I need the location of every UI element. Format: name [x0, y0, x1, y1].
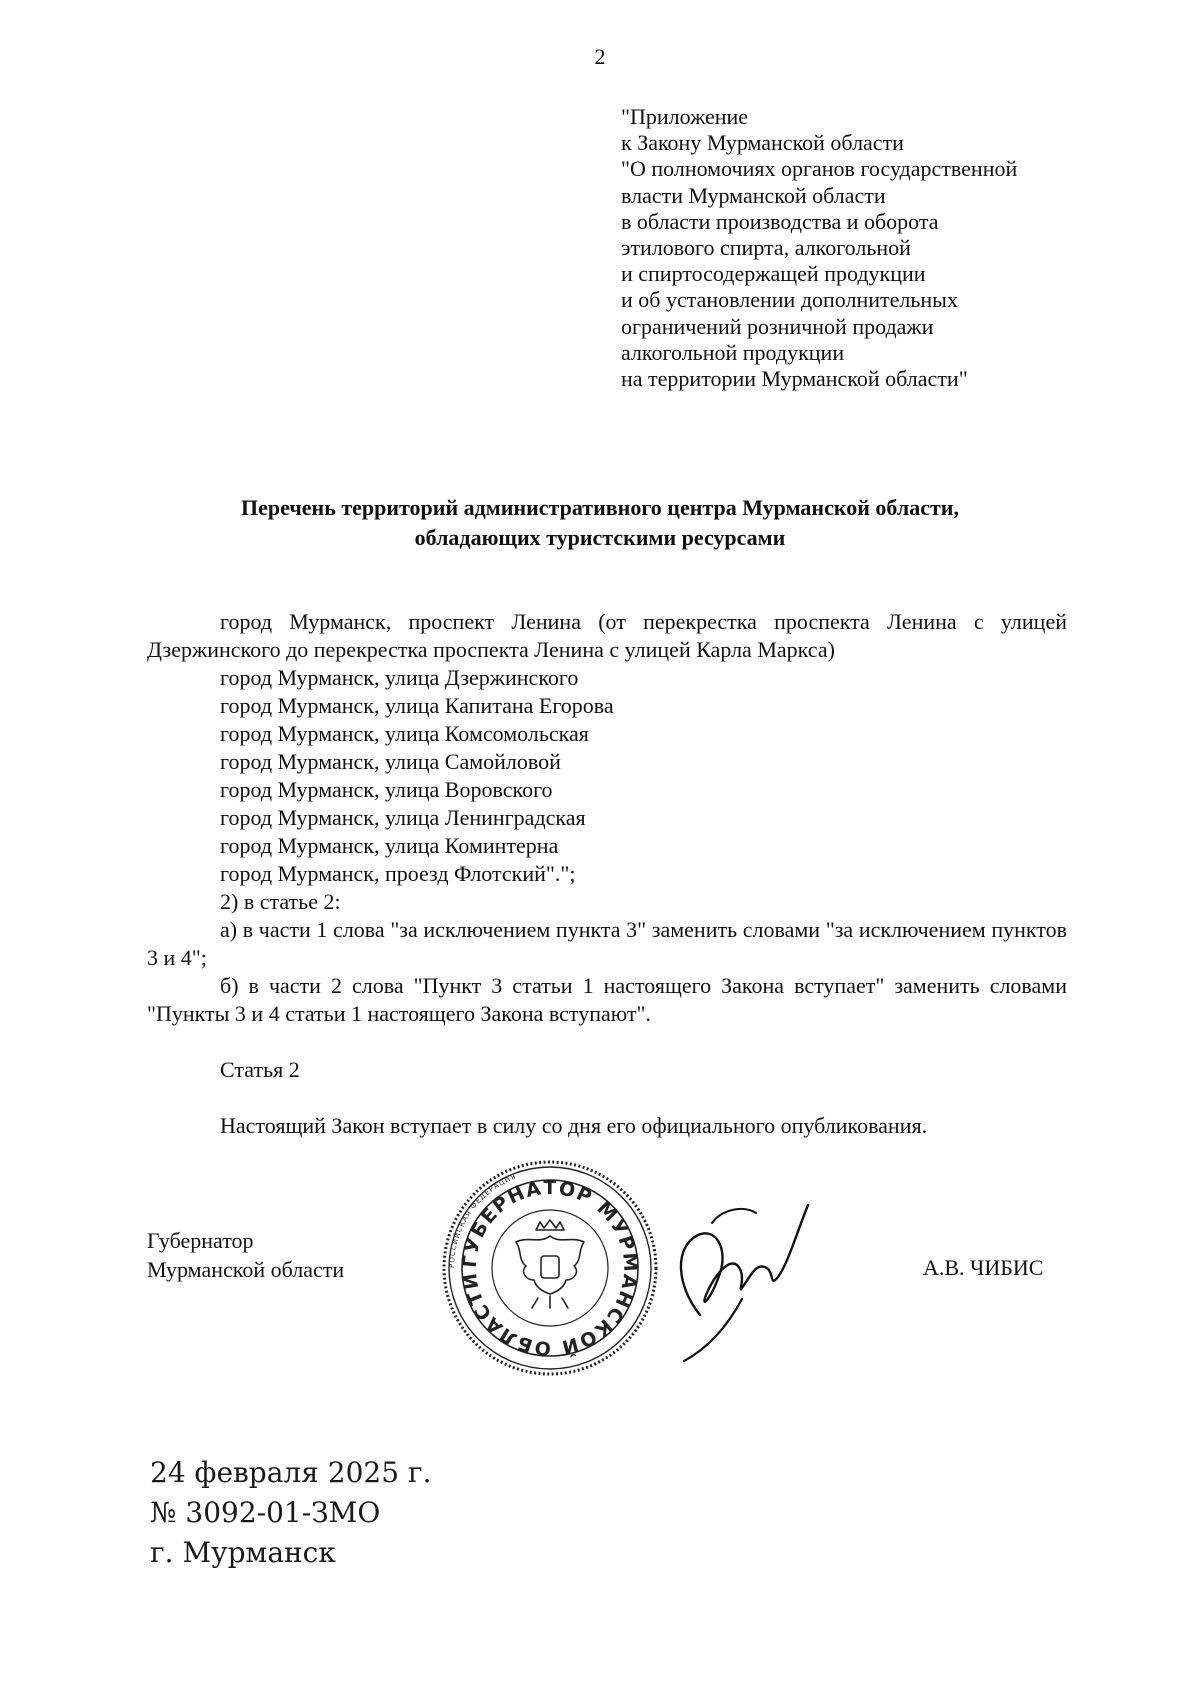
appendix-line: на территории Мурманской области" — [621, 366, 968, 392]
law-number: № 3092-01-ЗМО — [150, 1496, 381, 1529]
appendix-line: этилового спирта, алкогольной — [621, 235, 911, 261]
appendix-line: "О полномочиях органов государственной — [621, 156, 1018, 182]
territory-item: город Мурманск, улица Капитана Егорова — [220, 693, 614, 718]
appendix-line: ограничений розничной продажи — [621, 313, 934, 339]
seal-main-text: ГУБЕРНАТОР МУРМАНСКОЙ ОБЛАСТИ — [458, 1176, 642, 1360]
law-date: 24 февраля 2025 г. — [150, 1456, 432, 1489]
document-body — [147, 608, 1067, 1140]
svg-text:РОССИЙСКАЯ ФЕДЕРАЦИЯ — [448, 1172, 518, 1268]
governor-title-line-2: Мурманской области — [147, 1257, 345, 1282]
appendix-line: и об установлении дополнительных — [621, 287, 958, 313]
law-city: г. Мурманск — [150, 1536, 336, 1569]
appendix-header — [621, 104, 1017, 392]
territory-item: город Мурманск, проезд Флотский"."; — [220, 861, 576, 886]
territory-item: город Мурманск, улица Комсомольская — [220, 721, 589, 746]
territory-item: город Мурманск, улица Ленинградская — [220, 805, 586, 830]
appendix-line: к Закону Мурманской области — [621, 130, 904, 156]
appendix-line: власти Мурманской области — [621, 182, 886, 208]
registration-stamp — [150, 1453, 431, 1573]
governor-name: А.В. ЧИБИС — [923, 1255, 1044, 1280]
appendix-line: в области производства и оборота — [621, 208, 939, 234]
territory-item: город Мурманск, улица Воровского — [220, 777, 553, 802]
territory-item: город Мурманск, проспект Ленина (от перекрестка проспекта Ленина с улицей Дзержинского до перекрестка проспекта Ленина с улицей Карла Маркса) — [147, 609, 1067, 662]
svg-text:ГУБЕРНАТОР МУРМАНСКОЙ ОБЛАСТИ — [459, 1177, 642, 1359]
territory-item: город Мурманск, улица Коминтерна — [220, 833, 559, 858]
territory-item: город Мурманск, улица Самойловой — [220, 749, 561, 774]
list-title-line-2: обладающих туристскими ресурсами — [414, 525, 786, 550]
appendix-line: и спиртосодержащей продукции — [621, 261, 926, 287]
official-seal-icon — [440, 1158, 660, 1378]
appendix-line: "Приложение — [621, 104, 749, 129]
governor-title-line-1: Губернатор — [147, 1228, 254, 1253]
territory-item: город Мурманск, улица Дзержинского — [220, 665, 579, 690]
article-text: Настоящий Закон вступает в силу со дня его официального опубликования. — [220, 1113, 928, 1138]
seal-outer-text: РОССИЙСКАЯ ФЕДЕРАЦИЯ — [447, 1172, 518, 1269]
amendment-paragraph: 2) в статье 2: — [220, 889, 341, 914]
governor-title — [147, 1226, 344, 1284]
list-title-line-1: Перечень территорий административного центра Мурманской области, — [241, 495, 959, 520]
spacer — [147, 1084, 1067, 1112]
appendix-line: алкогольной продукции — [621, 339, 845, 365]
amendment-paragraph: а) в части 1 слова "за исключением пункта 3" заменить словами "за исключением пунктов 3 и 4"; — [147, 917, 1067, 970]
article-heading: Статья 2 — [220, 1057, 300, 1082]
page-number: 2 — [594, 44, 606, 69]
list-title — [0, 493, 1200, 553]
amendment-paragraph: б) в части 2 слова "Пункт 3 статьи 1 настоящего Закона вступает" заменить словами "Пункты 3 и 4 статьи 1 настоящего Закона вступают". — [147, 973, 1067, 1026]
spacer — [147, 1028, 1067, 1056]
signature-icon — [640, 1165, 820, 1365]
